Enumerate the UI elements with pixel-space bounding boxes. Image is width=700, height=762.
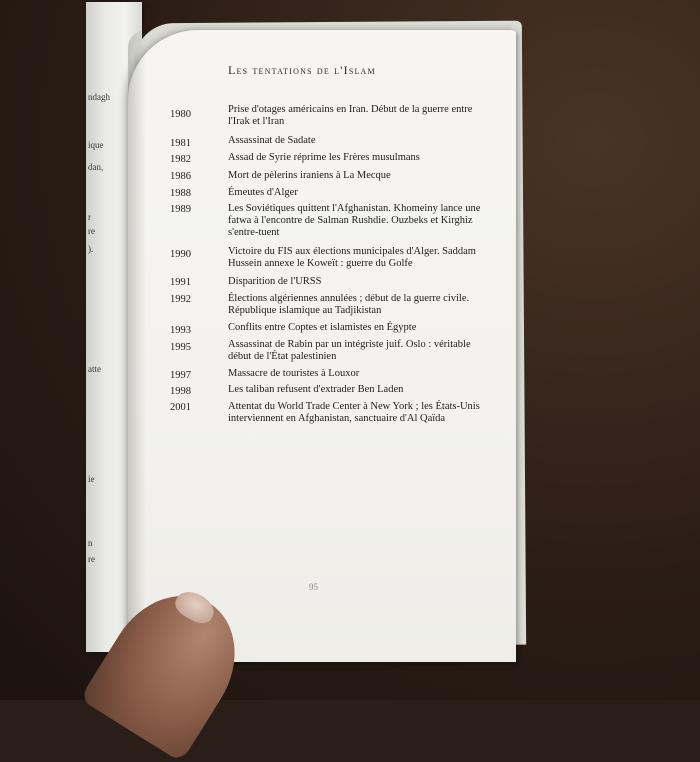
timeline-event: Assassinat de Sadate: [228, 135, 316, 146]
timeline-year: 1981: [170, 138, 191, 149]
gutter-shadow: [128, 30, 146, 662]
left-page-fragment: n: [88, 538, 93, 548]
timeline-event: Les Soviétiques quittent l'Afghanistan. Khomeiny lance une fatwa à l'encontre de Salman Rushdie. Ouzbeks et Kirghiz s'entre-tuent: [228, 203, 481, 238]
page-number: 95: [309, 582, 318, 592]
timeline-event: Élections algériennes annulées ; début de la guerre civile. République islamique au Tadjikistan: [228, 293, 470, 316]
timeline-year: 1989: [170, 204, 191, 215]
timeline-event: Massacre de touristes à Louxor: [228, 368, 360, 379]
timeline-event: Assassinat de Rabin par un intégriste juif. Oslo : véritable début de l'État palestinien: [228, 339, 471, 362]
timeline-event: Disparition de l'URSS: [228, 276, 322, 287]
timeline-year: 1982: [170, 154, 191, 165]
timeline-year: 1980: [170, 109, 191, 120]
timeline-year: 1998: [170, 386, 191, 397]
left-page-fragment: ).: [88, 244, 94, 254]
timeline-event: Les taliban refusent d'extrader Ben Laden: [228, 384, 404, 395]
timeline-year: 2001: [170, 402, 191, 413]
timeline-year: 1991: [170, 277, 191, 288]
timeline-event: Attentat du World Trade Center à New York ; les États-Unis interviennent en Afghanistan, sanctuaire d'Al Qaïda: [228, 401, 480, 424]
left-page-fragment: re: [88, 226, 95, 236]
timeline-year: 1990: [170, 249, 191, 260]
left-page-fragment: ndagh: [88, 92, 110, 102]
left-page-fragment: dan,: [88, 162, 104, 172]
timeline-event: Assad de Syrie réprime les Frères musulmans: [228, 152, 420, 163]
timeline-year: 1988: [170, 188, 191, 199]
timeline-event: Émeutes d'Alger: [228, 187, 298, 198]
timeline-event: Conflits entre Coptes et islamistes en Égypte: [228, 322, 417, 333]
timeline-year: 1997: [170, 370, 191, 381]
left-page-fragment: ie: [88, 474, 95, 484]
timeline-year: 1993: [170, 325, 191, 336]
timeline-year: 1995: [170, 342, 191, 353]
left-page-fragment: r: [88, 212, 91, 222]
timeline-event: Victoire du FIS aux élections municipales d'Alger. Saddam Hussein annexe le Koweït : guerre du Golfe: [228, 246, 476, 269]
running-head: Les tentations de l'Islam: [228, 63, 376, 77]
timeline-year: 1986: [170, 171, 191, 182]
left-page-fragment: re: [88, 554, 95, 564]
timeline-event: Prise d'otages américains en Iran. Début de la guerre entre l'Irak et l'Iran: [228, 104, 473, 127]
timeline-year: 1992: [170, 294, 191, 305]
timeline-event: Mort de pèlerins iraniens à La Mecque: [228, 170, 391, 181]
left-page-fragment: atte: [88, 364, 101, 374]
left-page-fragment: ique: [88, 140, 104, 150]
